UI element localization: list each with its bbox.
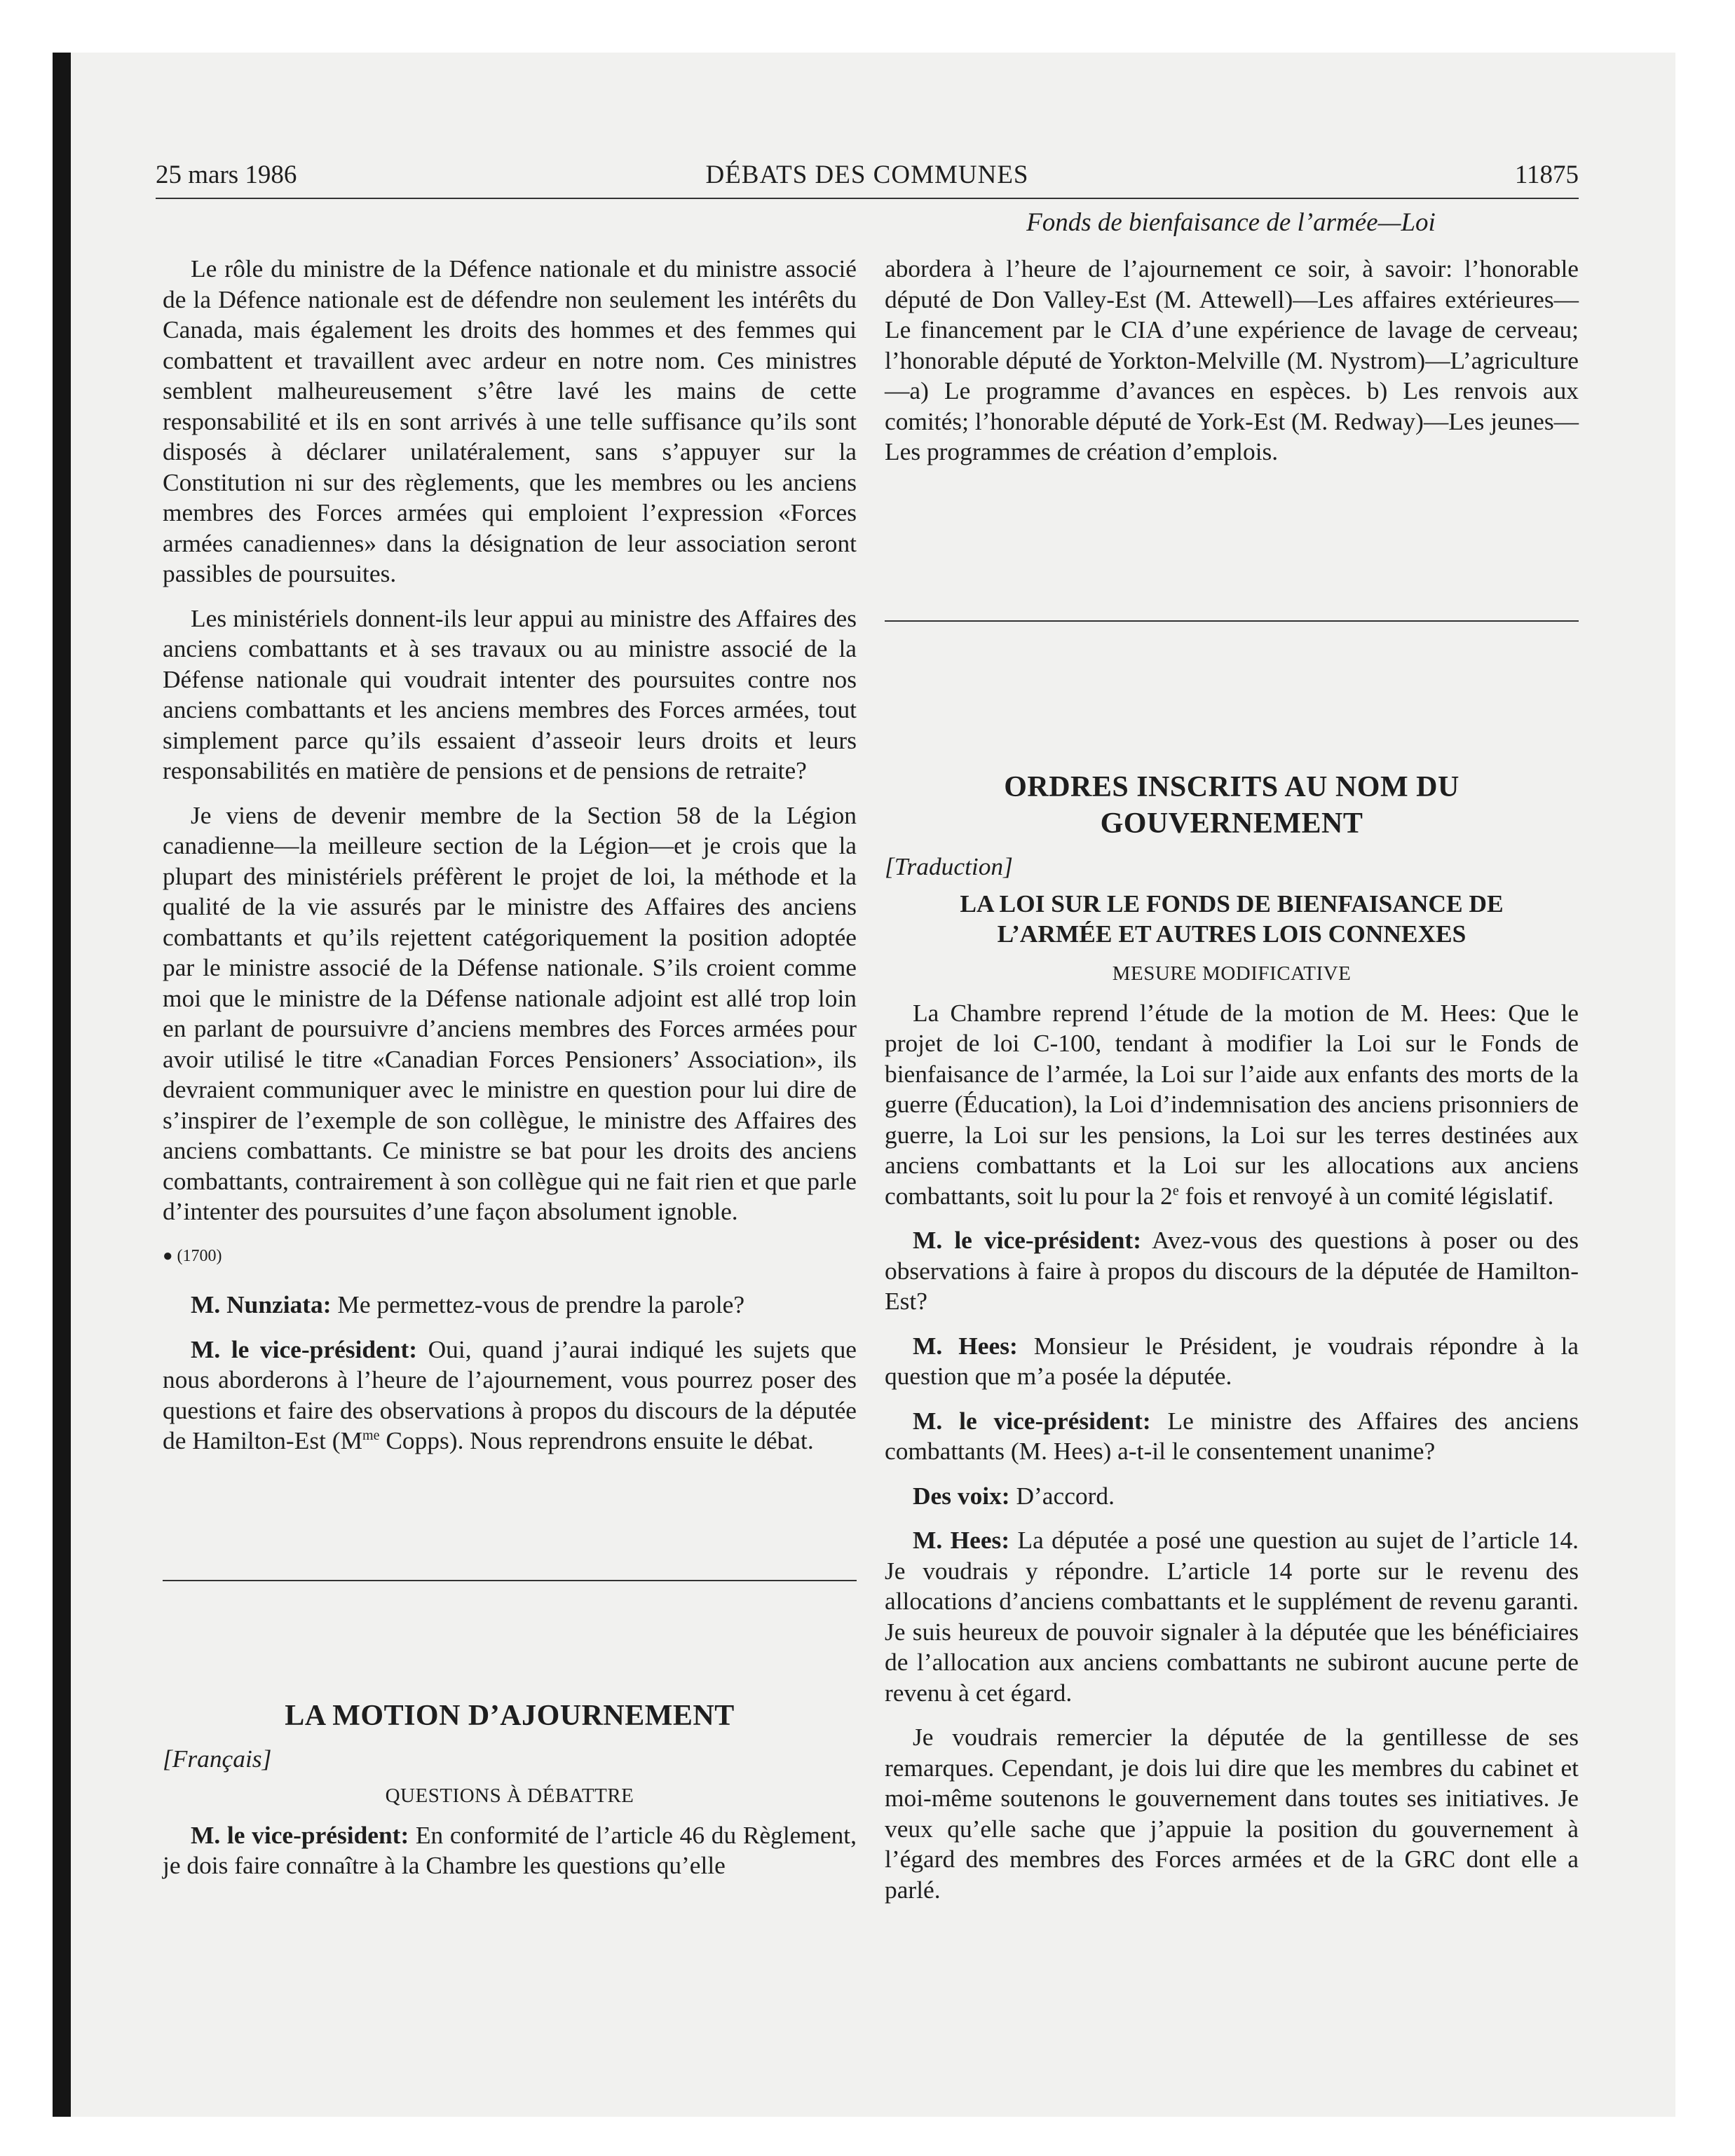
speech-text: La députée a posé une question au sujet de l’article 14. Je voudrais y répondre. L’article 14 porte sur le revenu des allocations d’anciens combattants et le supplément de revenu garanti. Je suis heureux de pouvoir signaler à la députée que les bénéficiaires de l’allocation aux anciens combattants ne subiront aucune perte de revenu à cet égard. [885, 1526, 1579, 1707]
speech-text: Avez-vous des questions à poser ou des observations à faire à propos du discours de la députée de Hamilton-Est? [885, 1226, 1579, 1315]
speaker-name: M. Hees: [913, 1526, 1010, 1554]
subheading: QUESTIONS À DÉBATTRE [385, 1785, 634, 1807]
speaker-name: M. le vice-président: [913, 1406, 1151, 1435]
speech-text: D’accord. [1009, 1481, 1115, 1510]
speech-text: Monsieur le Président, je voudrais répondre à la question que m’a posée la députée. [885, 1331, 1579, 1390]
paragraph [163, 1335, 857, 1456]
header-page-number: 11875 [1514, 161, 1579, 189]
paragraph [885, 1225, 1579, 1317]
subheading: MESURE MODIFICATIVE [1112, 962, 1352, 985]
speaker-name: Des voix: [913, 1481, 1010, 1510]
paragraph-text: fois et renvoyé à un comité législatif. [1178, 1181, 1554, 1210]
paragraph [885, 1406, 1579, 1467]
language-note: [Français] [163, 1744, 272, 1773]
section-title-line: GOUVERNEMENT [1100, 807, 1363, 840]
paragraph: Les ministériels donnent-ils leur appui au ministre des Affaires des anciens combattants et à ses travaux ou au ministre associé de la Défense nationale qui voudrait intenter des poursuites contre nos anciens combattants et les anciens membres des Forces armées, tout simplement parce qu’ils essaient d’asseoir leurs droits et leurs responsabilités en matière de pensions et de pensions de retraite? [163, 603, 857, 784]
section-title-line: ORDRES INSCRITS AU NOM DU [1004, 770, 1460, 803]
paragraph [885, 1481, 1579, 1512]
speech-text: Le ministre des Affaires des anciens combattants (M. Hees) a-t-il le consentement unanime? [885, 1406, 1579, 1465]
bill-title-line: LA LOI SUR LE FONDS DE BIENFAISANCE DE [960, 889, 1504, 917]
paragraph: Le rôle du ministre de la Défence nationale et du ministre associé de la Défence nationale est de défendre non seulement les intérêts du Canada, mais également les droits des hommes et des femmes qui combattent et travaillent avec ardeur en notre nom. Ces ministres semblent malheureusement s’être lavé les mains de cette responsabilité et ils en sont arrivés à une telle suffisance qu’ils sont disposés à déclarer unilatéralement, sans s’appuyer sur la Constitution ni sur des règlements, que les membres ou les anciens membres des Forces armées qui emploient l’expression «Forces armées canadiennes» dans la désignation de leur association seront passibles de poursuites. [163, 254, 857, 587]
language-note: [Traduction] [885, 852, 1013, 880]
speaker-name: M. Hees: [913, 1331, 1018, 1360]
paragraph [885, 1525, 1579, 1708]
section-divider [163, 1580, 857, 1581]
speech-text: Oui, quand j’aurai indiqué les sujets que nous aborderons à l’heure de l’ajournement, vous pourrez poser des questions et faire des observations à propos du discours de la députée de Hamilton-Est (M [163, 1335, 857, 1454]
superscript: e [1172, 1182, 1179, 1199]
bill-title-line: L’ARMÉE ET AUTRES LOIS CONNEXES [997, 920, 1467, 948]
superscript: me [362, 1428, 380, 1444]
bill-title [885, 889, 1579, 949]
paragraph-text: La Chambre reprend l’étude de la motion de M. Hees: Que le projet de loi C-100, tendant à modifier la Loi sur le Fonds de bienfaisance de l’armée, la Loi sur l’aide aux enfants des morts de la guerre (Éducation), la Loi d’indemnisation des anciens prisonniers de guerre, la Loi sur les pensions, la Loi sur les terres destinées aux anciens combattants et la Loi sur les allocations aux anciens combattants, soit lu pour la 2 [885, 998, 1579, 1210]
paragraph [885, 1331, 1579, 1392]
paragraph [163, 1290, 857, 1321]
speaker-name: M. Nunziata: [191, 1290, 332, 1318]
speaker-name: M. le vice-président: [191, 1335, 418, 1363]
header-date: 25 mars 1986 [156, 161, 297, 189]
binding-edge [53, 53, 71, 2117]
speech-text: En conformité de l’article 46 du Règlement, je dois faire connaître à la Chambre les questions qu’elle [163, 1820, 857, 1879]
running-head: Fonds de bienfaisance de l’armée—Loi [1026, 208, 1436, 237]
page-header [156, 156, 1579, 199]
speaker-name: M. le vice-président: [191, 1820, 409, 1849]
header-title: DÉBATS DES COMMUNES [705, 161, 1029, 189]
paragraph: Je voudrais remercier la députée de la gentillesse de ses remarques. Cependant, je dois lui dire que les membres du cabinet et moi-même soutenons le gouvernement dans toutes ses initiatives. Je veux qu’elle sache que j’appuie la position du gouvernement à l’égard des membres des Forces armées et de la GRC dont elle a parlé. [885, 1723, 1579, 1904]
paragraph: abordera à l’heure de l’ajournement ce soir, à savoir: l’honorable député de Don Valley-Est (M. Attewell)—Les affaires extérieures—Le financement par le CIA d’une expérience de lavage de cerveau; l’honorable député de Yorkton-Melville (M. Nystrom)—L’agriculture—a) Le programme d’avances en espèces. b) Les renvois aux comités; l’honorable député de York-Est (M. Redway)—Les jeunes—Les programmes de création d’emplois. [885, 254, 1579, 465]
left-column [163, 254, 857, 1895]
right-column [885, 254, 1579, 1919]
paragraph: Je viens de devenir membre de la Section 58 de la Légion canadienne—la meilleure section de la Légion—et je crois que la plupart des ministériels préfèrent le projet de loi, la méthode et la qualité de la vie assurés par le ministre des Affaires des anciens combattants et qu’ils rejettent catégoriquement la position adoptée par le ministre associé de la Défense nationale. S’ils croient comme moi que le ministre de la Défense nationale adjoint est allé trop loin en parlant de poursuivre d’anciens membres des Forces armées pour avoir utilisé le titre «Canadian Forces Pensioners’ Association», ils devraient communiquer avec le ministre en question pour lui dire de s’inspirer de l’exemple de son collègue, le ministre des Affaires des anciens combattants. Ce ministre se bat pour les droits des anciens combattants, contrairement à son collègue qui ne fait rien et que parle d’intenter des poursuites d’une façon absolument ignoble. [163, 800, 857, 1225]
section-divider [885, 620, 1579, 622]
section-title: LA MOTION D’AJOURNEMENT [285, 1699, 735, 1732]
paragraph [885, 998, 1579, 1212]
section-title [885, 769, 1579, 842]
speech-text: Me permettez-vous de prendre la parole? [331, 1290, 745, 1318]
paragraph [163, 1820, 857, 1881]
speaker-name: M. le vice-président: [913, 1226, 1141, 1254]
speech-text: Copps). Nous reprendrons ensuite le débat. [379, 1426, 814, 1454]
time-marker: ● (1700) [163, 1246, 222, 1265]
